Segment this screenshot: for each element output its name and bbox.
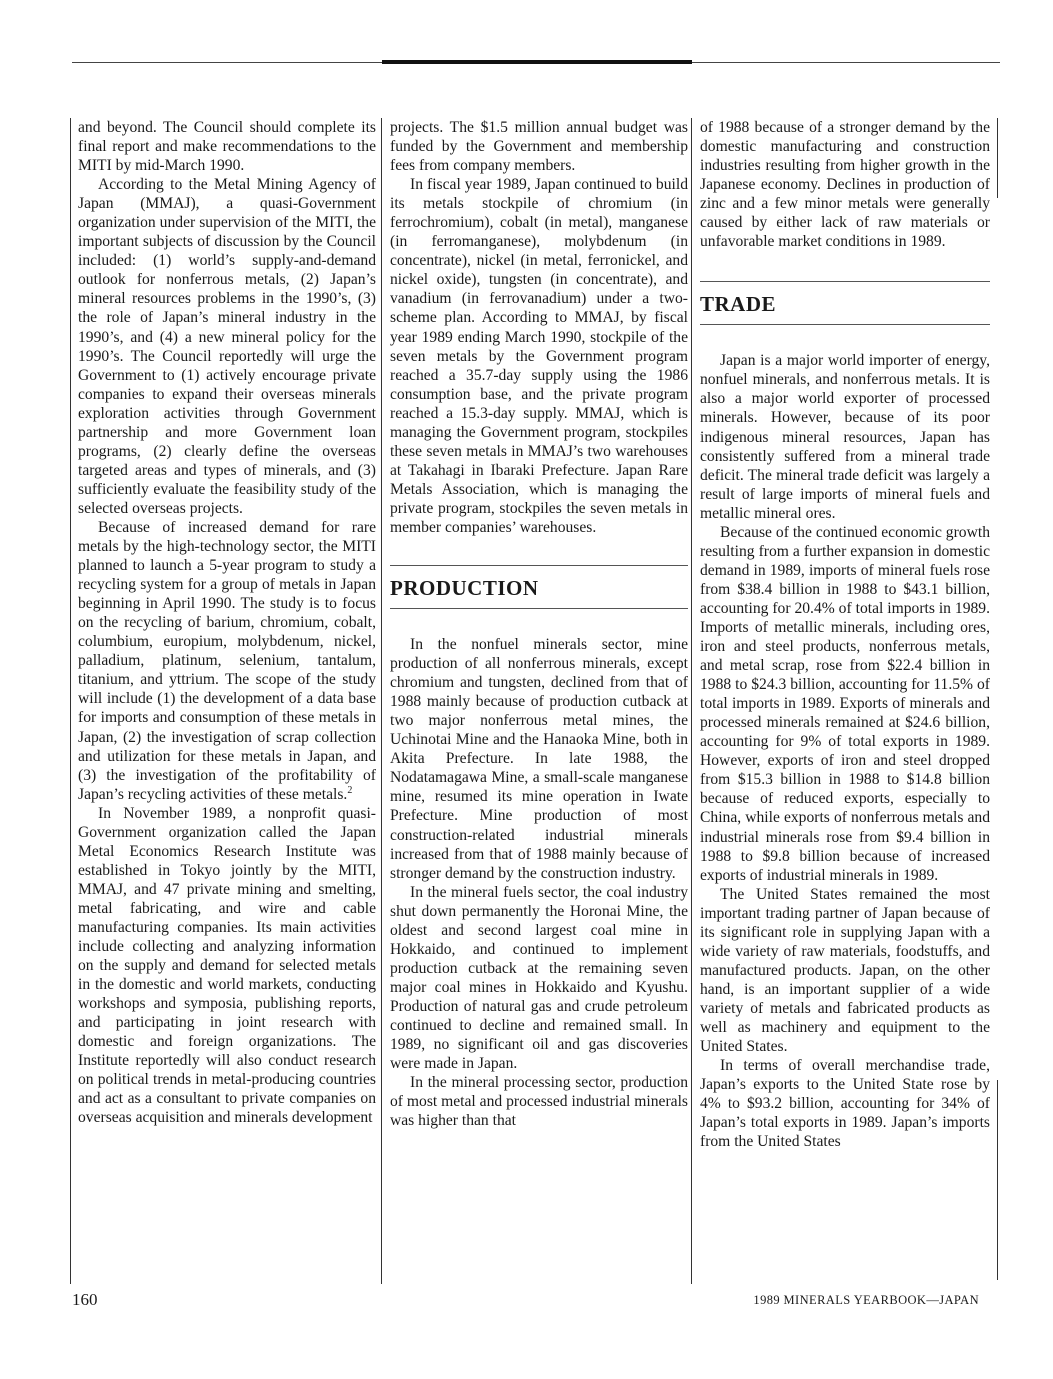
column-2 (390, 118, 688, 1130)
paragraph: In the nonfuel minerals sector, mine production of all nonferrous minerals, except chromium and tungsten, declined from that of 1988 mainly because of production cutback at two major nonferrous metal mines, the Uchinotai Mine and the Hanaoka Mine, both in Akita Prefecture. In late 1988, the Nodatamagawa Mine, a small-scale manganese mine, resumed its mine operation in Iwate Prefecture. Mine production of most construction-related industrial minerals increased from that of 1988 mainly because of stronger demand by the construction industry. (390, 636, 688, 882)
column-3 (700, 118, 990, 1151)
paragraph: projects. The $1.5 million annual budget was funded by the Government and membership fees from company members. (390, 119, 688, 175)
paragraph: Japan is a major world importer of energy, nonfuel minerals, and nonferrous metals. It is also a major world exporter of processed minerals. However, because of its poor indigenous mineral resources, Japan has consistently suffered from a mineral trade deficit. The mineral trade deficit was largely a result of large imports of mineral fuels and metallic mineral ores. (700, 352, 990, 522)
section-rule-top (390, 565, 688, 566)
section-rule-top (700, 281, 990, 282)
top-rule-accent (382, 60, 692, 64)
page-number: 160 (72, 1290, 98, 1309)
column-rule-left (70, 118, 71, 1284)
running-footer: 1989 MINERALS YEARBOOK—JAPAN (753, 1293, 979, 1307)
section-heading-production: PRODUCTION (390, 576, 539, 601)
column-rule-middle-1 (381, 118, 382, 1284)
paragraph: In the mineral processing sector, production of most metal and processed industrial minerals was higher than that (390, 1074, 688, 1130)
paragraph: According to the Metal Mining Agency of Japan (MMAJ), a quasi-Government organization under supervision of the MITI, the important subjects of discussion by the Council included: (1) world’s supply-and-demand outlook for nonferrous metals, (2) Japan’s mineral resources problems in the 1990’s, (3) the role of Japan’s mineral industry in the 1990’s, and (4) a new mineral policy for the 1990’s. The Council reportedly will urge the Government to (1) actively encourage private companies to expand their overseas minerals exploration activities through Government partnership and more Government loan programs, (2) clearly define the overseas targeted areas and types of minerals, and (3) sufficiently evaluate the feasibility study of the selected overseas projects. (78, 176, 376, 517)
paragraph-text: Because of increased demand for rare metals by the high-technology sector, the MITI planned to launch a 5-year program to study a recycling system for a group of metals in Japan beginning in April 1990. The study is to focus on the recycling of barium, chromium, cobalt, columbium, europium, molybdenum, nickel, palladium, platinum, selenium, tantalum, titanium, and yttrium. The scope of the study will include (1) the development of a data base for imports and consumption of these metals in Japan, (2) the investigation of scrap collection and utilization for these metals in Japan, and (3) the investigation of the profitability of Japan’s recycling activities of these metals. (78, 518, 376, 803)
column-1 (78, 118, 376, 1127)
paragraph: Because of the continued economic growth resulting from a further expansion in domestic demand in 1989, imports of mineral fuels rose from $38.4 billion in 1988 to $43.1 billion, accounting for 20.4% of total imports in 1989. Imports of metallic minerals, including ores, iron and steel products, nonferrous metals, and metal scrap, rose from $22.4 billion in 1988 to $24.3 billion, accounting for 11.5% of total imports in 1989. Exports of minerals and processed minerals remained at $24.6 billion, accounting for 9% of total exports in 1989. However, exports of iron and steel dropped from $15.3 billion in 1988 to $14.8 billion because of reduced exports, especially to China, while exports of nonferrous metals and industrial minerals rose from $9.4 billion in 1988 to $9.8 billion because of increased exports of industrial minerals in 1989. (700, 523, 990, 884)
paragraph: The United States remained the most important trading partner of Japan because of its significant role in supplying Japan with a wide variety of raw materials, foodstuffs, and manufactured products. Japan, on the other hand, is an important supplier of a wide variety of metals and fabricated products as well as machinery and equipment to the United States. (700, 885, 990, 1056)
section-heading-trade: TRADE (700, 292, 777, 317)
paragraph: and beyond. The Council should complete its final report and make recommendations to the MITI by mid-March 1990. (78, 119, 376, 175)
paragraph: of 1988 because of a stronger demand by the domestic manufacturing and construction industries resulting from higher growth in the Japanese economy. Declines in production of zinc and a few minor metals were generally caused by either lack of raw materials or unfavorable market conditions in 1989. (700, 119, 990, 251)
paragraph: In the mineral fuels sector, the coal industry shut down permanently the Horonai Mine, the oldest and second largest coal mine in Hokkaido, and continued to implement production cutback at the remaining seven major coal mines in Hokkaido and Kyushu. Production of natural gas and crude petroleum continued to decline and remained small. In 1989, no significant oil and gas discoveries were made in Japan. (390, 883, 688, 1073)
footnote-marker: 2 (347, 784, 353, 796)
paragraph: In fiscal year 1989, Japan continued to build its metals stockpile of chromium (in ferrochromium), cobalt (in metal), manganese (in ferromanganese), molybdenum (in concentrate), nickel (in metal, ferronickel, and nickel oxide), tungsten (in concentrate), and vanadium (in ferrovanadium) under a two-scheme plan. According to MMAJ, by fiscal year 1989 ending March 1990, stockpile of the seven metals by the Government program reached a 35.7-day supply using the 1986 consumption base, and the private program reached a 15.3-day supply. MMAJ, which is managing the Government program, stockpiles these seven metals in MMAJ’s two warehouses at Takahagi in Ibaraki Prefecture. Japan Rare Metals Association, which is managing the private program, stockpiles the seven metals in member companies’ warehouses. (390, 176, 688, 536)
column-rule-right-bottom (997, 1080, 998, 1280)
column-rule-middle-2 (691, 118, 692, 1284)
paragraph: In November 1989, a nonprofit quasi-Government organization called the Japan Metal Economics Research Institute was established in Tokyo jointly by the MITI, MMAJ, and 47 private mining and smelting, metal fabricating, and wire and cable manufacturing companies. Its main activities include collecting and analyzing information on the supply and demand for selected metals in the domestic and world markets, conducting workshops and symposia, publishing reports, and participating in joint research with domestic and foreign organizations. The Institute reportedly will also conduct research on political trends in metal-producing countries and act as a consultant to private companies on overseas acquisition and minerals development (78, 804, 376, 1127)
column-rule-right-top (997, 118, 998, 198)
paragraph: In terms of overall merchandise trade, Japan’s exports to the United State rose by 4% to $93.2 billion, accounting for 34% of Japan’s total exports in 1989. Japan’s imports from the United States (700, 1057, 990, 1151)
paragraph (78, 518, 376, 804)
